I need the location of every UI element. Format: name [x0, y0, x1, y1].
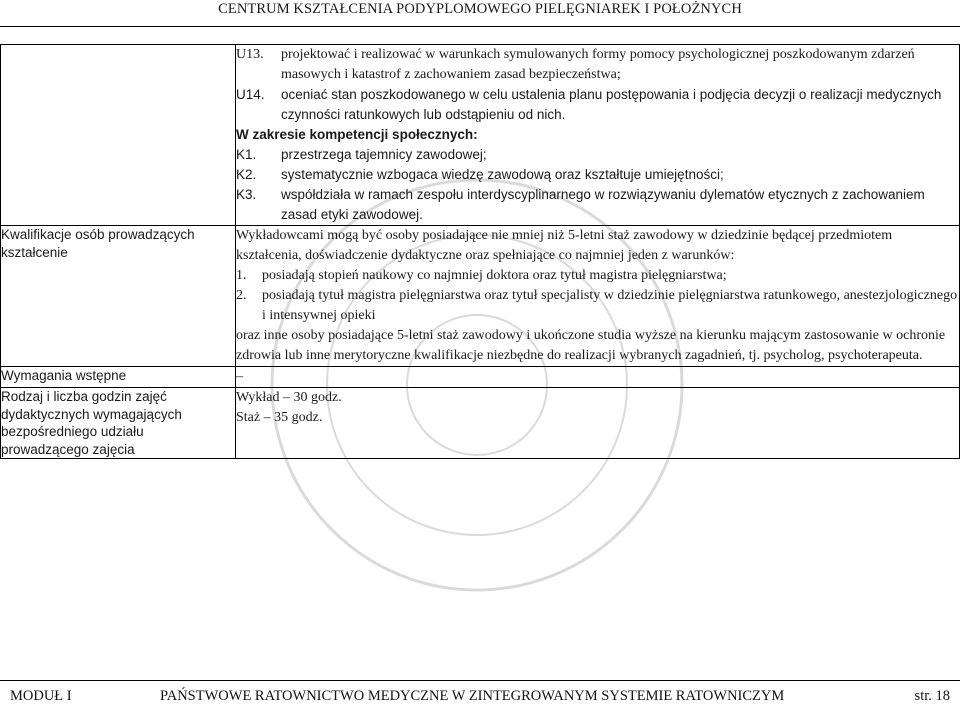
- practice-hours: Staż – 35 godz.: [236, 410, 323, 425]
- competencies-heading: W zakresie kompetencji społecznych:: [236, 127, 478, 142]
- hours-label: Rodzaj i liczba godzin zajęć dydaktycznych wymagających bezpośredniego udziału prowadzącego zajęcia: [1, 389, 182, 457]
- skill-item: U13. projektować i realizować w warunkach symulowanych formy pomocy psychologicznej poszkodowanym zdarzeń masowych i katastrof z zachowaniem zasad bezpieczeństwa;: [236, 47, 915, 82]
- condition-item: 1. posiadają stopień naukowy co najmniej doktora oraz tytuł magistra pielęgniarstwa;: [236, 268, 727, 283]
- table-row-effects: [1, 45, 960, 226]
- page-footer: [0, 687, 960, 705]
- table-row-qualifications: [1, 226, 960, 367]
- header-divider: [0, 26, 960, 27]
- hours-content-cell: [236, 388, 960, 459]
- requirements-value: –: [236, 369, 243, 384]
- condition-item: 2. posiadają tytuł magistra pielęgniarstwa oraz tytuł specjalisty w dziedzinie pielęgniarstwa ratunkowego, anestezjologicznego i intensywnej opieki: [236, 288, 958, 323]
- competency-item: K2. systematycznie wzbogaca wiedzę zawodową oraz kształtuje umiejętności;: [236, 167, 724, 182]
- table-row-hours: [1, 388, 960, 459]
- program-table: [0, 44, 960, 459]
- qualifications-outro: oraz inne osoby posiadające 5-letni staż zawodowy i ukończone studia wyższe na kierunku mającym zastosowanie w ochronie zdrowia lub inne merytoryczne kwalifikacje niezbędne do realizacji wybranych zagadnień, tj. psycholog, psychoterapeuta.: [236, 328, 946, 363]
- skill-item: U14. oceniać stan poszkodowanego w celu ustalenia planu postępowania i podjęcia decyzji o realizacji medycznych czynności ratunkowych lub odstąpieniu od nich.: [236, 87, 942, 122]
- requirements-label: Wymagania wstępne: [1, 368, 127, 383]
- hours-label-cell: [1, 388, 236, 459]
- footer-page-number: str. 18: [914, 688, 950, 704]
- effects-content-cell: [236, 45, 960, 226]
- competency-item: K3. współdziała w ramach zespołu interdyscyplinarnego w rozwiązywaniu dylematów etycznych z zachowaniem zasad etyki zawodowej.: [236, 187, 925, 222]
- lecture-hours: Wykład – 30 godz.: [236, 390, 342, 405]
- page-header: [0, 0, 960, 22]
- effects-label-cell: [1, 45, 236, 226]
- competency-item: K1. przestrzega tajemnicy zawodowej;: [236, 147, 487, 162]
- qualifications-label: Kwalifikacje osób prowadzących kształcenie: [1, 227, 195, 260]
- footer-module: MODUŁ I: [10, 688, 72, 704]
- header-title: CENTRUM KSZTAŁCENIA PODYPLOMOWEGO PIELĘGNIAREK I POŁOŻNYCH: [218, 1, 742, 17]
- requirements-content-cell: [236, 367, 960, 388]
- table-row-requirements: [1, 367, 960, 388]
- footer-divider: [0, 680, 960, 681]
- footer-title: PAŃSTWOWE RATOWNICTWO MEDYCZNE W ZINTEGROWANYM SYSTEMIE RATOWNICZYM: [160, 688, 785, 704]
- qualifications-label-cell: [1, 226, 236, 367]
- qualifications-content-cell: [236, 226, 960, 367]
- qualifications-intro: Wykładowcami mogą być osoby posiadające nie mniej niż 5-letni staż zawodowy w dziedzinie będącej przedmiotem kształcenia, doświadczenie dydaktyczne oraz spełniające co najmniej jeden z warunków:: [236, 228, 893, 263]
- requirements-label-cell: [1, 367, 236, 388]
